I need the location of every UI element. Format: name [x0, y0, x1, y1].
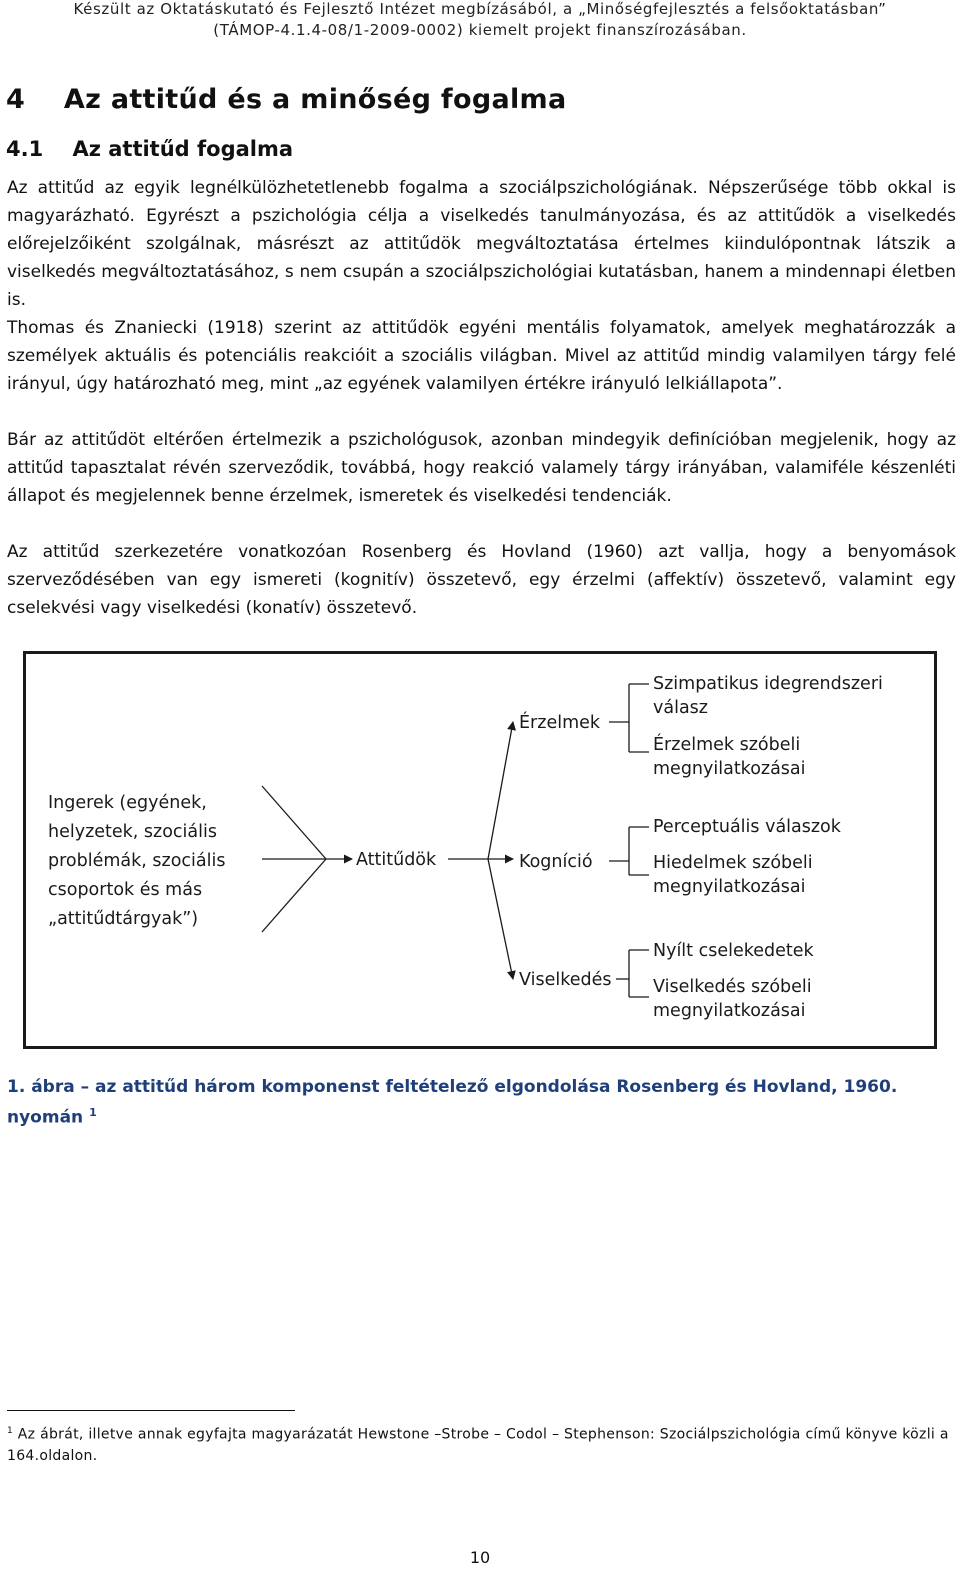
- arrow-to-emotions: [488, 722, 513, 859]
- source-line-5: „attitűdtárgyak”): [48, 909, 199, 929]
- outcome-text: Viselkedés szóbeli: [653, 977, 812, 997]
- page-number: 10: [469, 1548, 491, 1567]
- caption-label: 1. ábra: [7, 1077, 75, 1097]
- attitude-diagram: [23, 651, 937, 1049]
- footnote-divider: [7, 1410, 295, 1411]
- outcome-texts: [653, 674, 883, 1021]
- paragraph-2: Thomas és Znaniecki (1918) szerint az attitűdök egyéni mentális folyamatok, amelyek meghatározzák a személyek aktuális és potenciális reakcióit a szociális világban. Mivel az attitűd mindig valamilyen tárgy felé irányul, úgy határozható meg, mint „az egyének valamilyen értékre irányuló lelkiállapota”.: [7, 318, 956, 394]
- footnote-text: Az ábrát, illetve annak egyfajta magyarázatát Hewstone –Strobe – Codol – Stephenson: Szociálpszichológia című könyve közli a 164.oldalon.: [7, 1426, 949, 1464]
- outcome-connectors: [609, 684, 649, 997]
- source-connector-line: [262, 786, 326, 859]
- component-emotions: Érzelmek: [519, 713, 601, 733]
- source-connector-line: [262, 859, 326, 932]
- paragraph-3: Bár az attitűdöt eltérően értelmezik a pszichológusok, azonban mindegyik definícióban megjelenik, hogy az attitűd tapasztalat révén szerveződik, továbbá, hogy reakció valamely tárgy irányában, valamiféle készenléti állapot és megjelennek benne érzelmek, ismeretek és viselkedési tendenciák.: [7, 430, 956, 506]
- paragraph-4: Az attitűd szerkezetére vonatkozóan Rosenberg és Hovland (1960) azt vallja, hogy a benyomások szerveződésében van egy ismereti (kognitív) összetevő, egy érzelmi (affektív) összetevő, valamint egy cselekvési vagy viselkedési (konatív) összetevő.: [7, 542, 956, 618]
- center-connectors: [448, 722, 513, 979]
- outcome-text: Szimpatikus idegrendszeri: [653, 674, 883, 694]
- component-behavior: Viselkedés: [519, 970, 612, 990]
- section-heading: [6, 137, 293, 161]
- caption-dash: –: [80, 1077, 90, 1097]
- header-line-2: (TÁMOP-4.1.4-08/1-2009-0002) kiemelt projekt finanszírozásában.: [213, 21, 747, 39]
- diagram-canvas: [26, 654, 934, 1046]
- outcome-text: Hiedelmek szóbeli: [653, 853, 813, 873]
- source-line-1: Ingerek (egyének,: [48, 793, 207, 813]
- section-number: 4.1: [6, 137, 44, 161]
- outcome-text: megnyilatkozásai: [653, 759, 806, 779]
- chapter-title: Az attitűd és a minőség fogalma: [63, 84, 567, 115]
- outcome-text: Nyílt cselekedetek: [653, 941, 814, 961]
- outcome-text: Érzelmek szóbeli: [653, 735, 801, 755]
- paragraph-1: Az attitűd az egyik legnélkülözhetetlenebb fogalma a szociálpszichológiának. Népszerűsége több okkal is magyarázható. Egyrészt a pszichológia célja a viselkedés tanulmányozása, és az attitűdök a viselkedés előrejelzőiként szolgálnak, másrészt az attitűdök megváltoztatása értelmes kiindulópontnak látszik a viselkedés megváltoztatásához, s nem csupán a szociálpszichológiai kutatásban, hanem a mindennapi életben is.: [7, 178, 956, 310]
- outcome-text: megnyilatkozásai: [653, 877, 806, 897]
- chapter-heading: [6, 84, 566, 115]
- source-line-3: problémák, szociális: [48, 851, 226, 871]
- component-cognition: Kogníció: [519, 852, 593, 872]
- chapter-number: 4: [6, 84, 26, 115]
- footnote: [7, 1421, 957, 1467]
- outcome-text: Perceptuális válaszok: [653, 817, 841, 837]
- header-line-1: Készült az Oktatáskutató és Fejlesztő Intézet megbízásából, a „Minőségfejlesztés a felsőoktatásban”: [73, 0, 887, 18]
- source-connectors: [262, 786, 352, 932]
- source-line-4: csoportok és más: [48, 880, 203, 900]
- footnote-marker: 1: [7, 1426, 14, 1436]
- source-line-2: helyzetek, szociális: [48, 822, 217, 842]
- figure-caption: [7, 1075, 952, 1131]
- outcome-text: megnyilatkozásai: [653, 1001, 806, 1021]
- outcome-text: válasz: [653, 698, 708, 718]
- section-title: Az attitűd fogalma: [72, 137, 294, 161]
- arrow-to-behavior: [488, 859, 513, 979]
- footnote-reference[interactable]: 1: [89, 1106, 97, 1119]
- source-text: [48, 793, 225, 929]
- center-node-attitudes: Attitűdök: [356, 850, 437, 870]
- caption-text: az attitűd három komponenst feltételező elgondolása Rosenberg és Hovland, 1960. nyomán: [7, 1077, 898, 1128]
